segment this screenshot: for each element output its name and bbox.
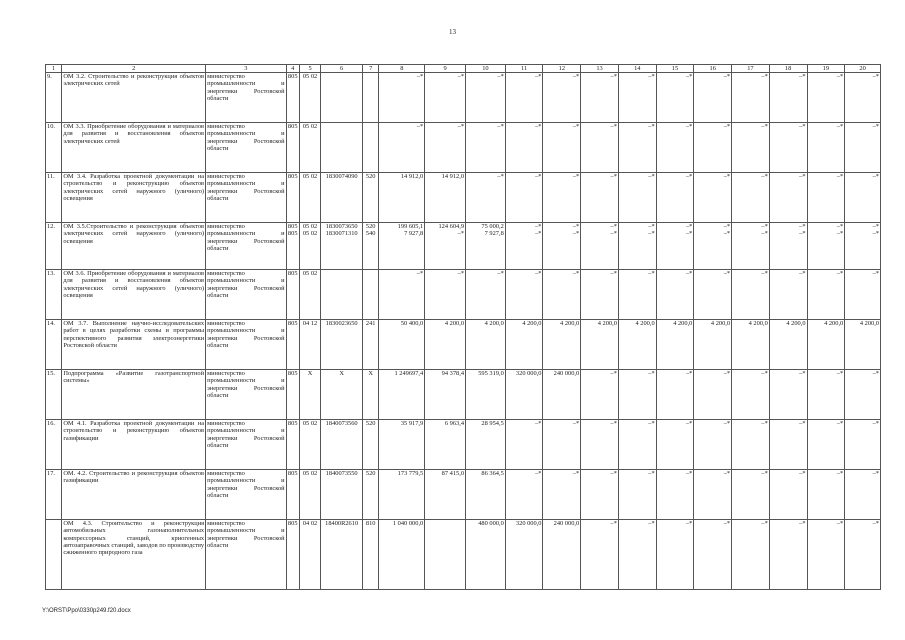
column-number: 12 — [543, 65, 581, 73]
file-path-footer: Y:\ORST\Ppo\0330p249.f20.docx — [42, 608, 131, 614]
table-cell: –* — [845, 470, 881, 520]
measure-name: ОМ 3.6. Приобретение оборудования и материалов для развития и восстановления объектов электрических сетей наружного (уличного) освещения — [62, 270, 206, 320]
measure-name: ОМ 3.7. Выполнение научно-исследовательских работ в целях разработки схемы и программы перспективного развития электроэнергетики Ростовской области — [62, 320, 206, 370]
row-index — [46, 520, 62, 590]
table-cell: –* — [425, 73, 466, 123]
table-row — [46, 370, 881, 420]
table-cell: –* — [694, 420, 732, 470]
table-cell: –* — [732, 270, 770, 320]
executor: министерство промышленности и энергетики Ростовской области — [206, 470, 287, 520]
table-cell: 75 000,2 7 927,8 — [466, 223, 506, 270]
table-cell: –* — [505, 123, 543, 173]
executor: министерство промышленности и энергетики Ростовской области — [206, 270, 287, 320]
measure-name: ОМ 3.5.Строительство и реконструкция объектов электрических сетей наружного (уличного) освещения — [62, 223, 206, 270]
table-cell: –* — [505, 420, 543, 470]
table-cell: 14 912,0 — [425, 173, 466, 223]
table-cell: –* –* — [845, 223, 881, 270]
table-cell: 28 954,5 — [466, 420, 506, 470]
table-cell: –* — [769, 420, 807, 470]
table-cell: –* — [656, 270, 694, 320]
table-cell: –* — [769, 270, 807, 320]
table-cell: 595 319,0 — [466, 370, 506, 420]
table-cell: –* — [807, 270, 845, 320]
row-index: 12. — [46, 223, 62, 270]
page-number: 13 — [449, 28, 456, 36]
table-cell: 35 917,9 — [379, 420, 425, 470]
table-cell: –* — [379, 123, 425, 173]
table-cell: 87 415,0 — [425, 470, 466, 520]
table-cell: –* — [769, 470, 807, 520]
measure-name: ОМ 4.1. Разработка проектной документации на строительство и реконструкцию объектов газификации — [62, 420, 206, 470]
table-cell: –* — [769, 370, 807, 420]
table-cell: –* — [543, 73, 581, 123]
executor: министерство промышленности и энергетики Ростовской области — [206, 520, 287, 590]
executor: министерство промышленности и энергетики Ростовской области — [206, 420, 287, 470]
table-row — [46, 520, 881, 590]
column-number: 19 — [807, 65, 845, 73]
table-cell: 480 000,0 — [466, 520, 506, 590]
table-cell: 05 02 — [299, 73, 320, 123]
table-cell: –* — [732, 470, 770, 520]
table-cell: 4 200,0 — [581, 320, 619, 370]
table-cell: –* — [656, 470, 694, 520]
table-cell: –* — [694, 173, 732, 223]
row-index: 10. — [46, 123, 62, 173]
table-cell: –* — [466, 73, 506, 123]
column-number: 9 — [425, 65, 466, 73]
table-cell: Х — [363, 370, 379, 420]
table-cell: 05 02 05 02 — [299, 223, 320, 270]
table-cell: 805 — [286, 370, 299, 420]
measure-name: Подпрограмма «Развитие газотранспортной системы» — [62, 370, 206, 420]
table-cell: 94 378,4 — [425, 370, 466, 420]
table-cell: –* — [807, 470, 845, 520]
measure-name: ОМ 3.3. Приобретение оборудования и материалов для развития и восстановления объектов электрических сетей — [62, 123, 206, 173]
table-cell: –* — [807, 420, 845, 470]
table-cell: –* — [581, 470, 619, 520]
table-cell: 520 540 — [363, 223, 379, 270]
table-cell: 86 364,5 — [466, 470, 506, 520]
table-cell: –* — [807, 123, 845, 173]
table-cell: –* –* — [581, 223, 619, 270]
table-cell: –* — [694, 470, 732, 520]
table-cell: –* — [466, 270, 506, 320]
table-cell: 520 — [363, 470, 379, 520]
measure-name: ОМ 3.2. Строительство и реконструкция объектов электрических сетей — [62, 73, 206, 123]
table-cell: –* — [656, 420, 694, 470]
column-number: 3 — [206, 65, 287, 73]
table-cell: –* — [581, 173, 619, 223]
table-cell: –* — [543, 123, 581, 173]
table-cell: –* — [769, 173, 807, 223]
table-cell: –* — [769, 73, 807, 123]
table-cell: –* — [732, 370, 770, 420]
budget-table — [45, 64, 881, 590]
table-cell: 520 — [363, 173, 379, 223]
column-number: 20 — [845, 65, 881, 73]
table-cell — [363, 270, 379, 320]
table-cell: –* — [618, 520, 656, 590]
table-cell: –* — [543, 420, 581, 470]
table-cell: –* — [845, 173, 881, 223]
table-cell: –* — [505, 173, 543, 223]
table-cell: –* –* — [807, 223, 845, 270]
table-cell: –* — [581, 123, 619, 173]
table-cell: 124 604,9 –* — [425, 223, 466, 270]
table-cell: –* — [807, 520, 845, 590]
table-cell: 1830074090 — [321, 173, 363, 223]
table-cell: –* — [466, 173, 506, 223]
table-cell: –* — [732, 173, 770, 223]
table-cell: 4 200,0 — [425, 320, 466, 370]
row-index: 9. — [46, 73, 62, 123]
table-cell: –* — [656, 173, 694, 223]
table-cell: –* — [845, 370, 881, 420]
row-index: 17. — [46, 470, 62, 520]
column-number: 18 — [769, 65, 807, 73]
table-cell: –* — [694, 123, 732, 173]
table-cell: –* –* — [732, 223, 770, 270]
table-cell — [363, 123, 379, 173]
table-cell: 1840073560 — [321, 420, 363, 470]
table-cell: –* — [581, 420, 619, 470]
measure-name: ОМ 4.3. Строительство и реконструкция автомобильных газонаполнительных компрессорных станций, криогенных автозаправочных станций, заводов по производству сжиженного природного газа — [62, 520, 206, 590]
table-row — [46, 123, 881, 173]
table-cell: –* — [425, 270, 466, 320]
column-number: 5 — [299, 65, 320, 73]
table-cell: –* — [581, 73, 619, 123]
table-cell: –* — [769, 123, 807, 173]
table-cell: 05 02 — [299, 173, 320, 223]
row-index: 13. — [46, 270, 62, 320]
table-cell: 240 000,0 — [543, 520, 581, 590]
table-cell: –* — [845, 520, 881, 590]
executor: министерство промышленности и энергетики Ростовской области — [206, 123, 287, 173]
table-cell: 805 — [286, 420, 299, 470]
table-cell: –* –* — [618, 223, 656, 270]
table-cell: –* — [618, 470, 656, 520]
column-number: 8 — [379, 65, 425, 73]
table-cell: 4 200,0 — [807, 320, 845, 370]
table-cell: –* –* — [656, 223, 694, 270]
column-number: 14 — [618, 65, 656, 73]
executor: министерство промышленности и энергетики Ростовской области — [206, 73, 287, 123]
table-cell: –* — [732, 73, 770, 123]
table-cell: 1830023650 — [321, 320, 363, 370]
table-cell: 173 779,5 — [379, 470, 425, 520]
table-cell: –* — [581, 370, 619, 420]
table-cell: 04 02 — [299, 520, 320, 590]
table-cell: 04 12 — [299, 320, 320, 370]
table-cell: –* — [618, 370, 656, 420]
table-cell: 805 805 — [286, 223, 299, 270]
table-cell: 1 040 000,0 — [379, 520, 425, 590]
table-cell: 805 — [286, 73, 299, 123]
table-cell: 50 400,0 — [379, 320, 425, 370]
table-cell: 1 249697,4 — [379, 370, 425, 420]
executor: министерство промышленности и энергетики Ростовской области — [206, 223, 287, 270]
table-cell: 805 — [286, 470, 299, 520]
table-cell: –* — [845, 73, 881, 123]
table-cell: 14 912,0 — [379, 173, 425, 223]
column-number: 4 — [286, 65, 299, 73]
table-cell: 240 000,0 — [543, 370, 581, 420]
table-cell: –* –* — [505, 223, 543, 270]
table-cell: –* — [581, 270, 619, 320]
table-cell: –* — [656, 73, 694, 123]
column-number: 6 — [321, 65, 363, 73]
table-cell: 05 02 — [299, 270, 320, 320]
table-cell: –* — [379, 270, 425, 320]
table-cell: –* — [694, 520, 732, 590]
table-cell: 4 200,0 — [845, 320, 881, 370]
table-cell — [321, 270, 363, 320]
column-number: 1 — [46, 65, 62, 73]
column-number: 7 — [363, 65, 379, 73]
table-row — [46, 420, 881, 470]
table-cell: –* — [618, 173, 656, 223]
table-row — [46, 73, 881, 123]
table-cell: 805 — [286, 320, 299, 370]
table-cell: –* — [618, 420, 656, 470]
table-cell: 05 02 — [299, 420, 320, 470]
table-cell: 199 605,1 7 927,8 — [379, 223, 425, 270]
table-cell: 1830073650 1830071310 — [321, 223, 363, 270]
column-number: 13 — [581, 65, 619, 73]
table-cell: –* — [807, 73, 845, 123]
table-cell: 805 — [286, 173, 299, 223]
table-cell: –* –* — [543, 223, 581, 270]
table-cell — [321, 73, 363, 123]
table-cell: 320 000,0 — [505, 370, 543, 420]
table-cell: –* — [656, 370, 694, 420]
table-cell: 4 200,0 — [618, 320, 656, 370]
table-cell: –* — [732, 123, 770, 173]
table-cell: –* — [807, 370, 845, 420]
table-row — [46, 173, 881, 223]
table-cell: 805 — [286, 270, 299, 320]
table-cell: –* — [618, 270, 656, 320]
executor: министерство промышленности и энергетики Ростовской области — [206, 370, 287, 420]
table-cell: 4 200,0 — [732, 320, 770, 370]
table-cell: –* — [845, 270, 881, 320]
table-cell: –* — [732, 520, 770, 590]
table-cell: –* –* — [769, 223, 807, 270]
table-cell: 4 200,0 — [694, 320, 732, 370]
column-number-row — [46, 65, 881, 73]
table-cell: Х — [299, 370, 320, 420]
table-cell: –* — [425, 123, 466, 173]
table-cell: 18400R2610 — [321, 520, 363, 590]
row-index: 16. — [46, 420, 62, 470]
column-number: 11 — [505, 65, 543, 73]
table-cell: –* — [543, 470, 581, 520]
table-cell — [321, 123, 363, 173]
column-number: 15 — [656, 65, 694, 73]
table-cell: 320 000,0 — [505, 520, 543, 590]
table-cell: –* — [694, 73, 732, 123]
table-cell: –* — [769, 520, 807, 590]
executor: министерство промышленности и энергетики Ростовской области — [206, 320, 287, 370]
table-cell: 805 — [286, 520, 299, 590]
table-cell: –* –* — [694, 223, 732, 270]
table-cell: –* — [505, 470, 543, 520]
table-row — [46, 270, 881, 320]
column-number: 10 — [466, 65, 506, 73]
row-index: 11. — [46, 173, 62, 223]
table-cell: 05 02 — [299, 123, 320, 173]
table-cell: 4 200,0 — [505, 320, 543, 370]
table-cell: 810 — [363, 520, 379, 590]
table-cell: –* — [618, 123, 656, 173]
column-number: 17 — [732, 65, 770, 73]
table-cell: –* — [656, 123, 694, 173]
table-cell: –* — [505, 73, 543, 123]
table-cell: –* — [618, 73, 656, 123]
table-cell: 4 200,0 — [466, 320, 506, 370]
table-cell: 805 — [286, 123, 299, 173]
row-index: 15. — [46, 370, 62, 420]
executor: министерство промышленности и энергетики Ростовской области — [206, 173, 287, 223]
table-cell: 6 963,4 — [425, 420, 466, 470]
table-cell: 05 02 — [299, 470, 320, 520]
table-cell: 4 200,0 — [656, 320, 694, 370]
table-cell: 1840073550 — [321, 470, 363, 520]
table-cell: 520 — [363, 420, 379, 470]
measure-name: ОМ. 4.2. Строительство и реконструкция объектов газификации — [62, 470, 206, 520]
table-cell: –* — [379, 73, 425, 123]
table-cell: 241 — [363, 320, 379, 370]
column-number: 16 — [694, 65, 732, 73]
table-cell: –* — [466, 123, 506, 173]
table-cell: –* — [694, 370, 732, 420]
table-cell: –* — [543, 270, 581, 320]
table-cell: 4 200,0 — [543, 320, 581, 370]
table-cell: –* — [505, 270, 543, 320]
row-index: 14. — [46, 320, 62, 370]
column-number: 2 — [62, 65, 206, 73]
table-cell — [363, 73, 379, 123]
table-cell: –* — [845, 123, 881, 173]
table-cell: –* — [845, 420, 881, 470]
table-row — [46, 470, 881, 520]
table-row — [46, 320, 881, 370]
table-cell: –* — [543, 173, 581, 223]
table-cell: –* — [807, 173, 845, 223]
table-cell: –* — [656, 520, 694, 590]
table-row — [46, 223, 881, 270]
table-cell: 4 200,0 — [769, 320, 807, 370]
table-cell — [425, 520, 466, 590]
table-cell: –* — [581, 520, 619, 590]
table-cell: –* — [732, 420, 770, 470]
measure-name: ОМ 3.4. Разработка проектной документации на строительство и реконструкцию объектов электрических сетей наружного (уличного) освещения — [62, 173, 206, 223]
table-cell: –* — [694, 270, 732, 320]
table-cell: Х — [321, 370, 363, 420]
